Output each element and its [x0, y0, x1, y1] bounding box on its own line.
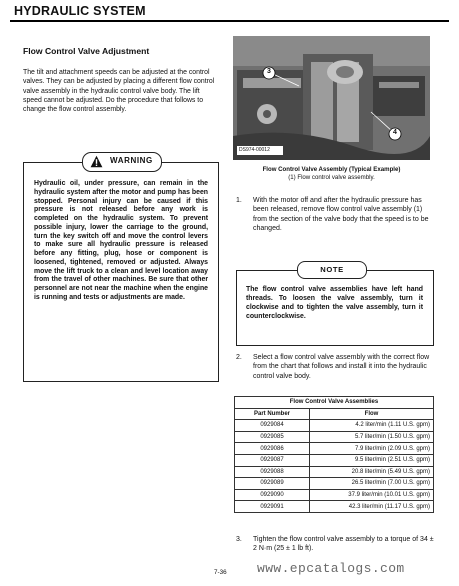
page-header	[0, 0, 459, 22]
part-number-cell: 0929085	[235, 431, 310, 443]
table-caption: Flow Control Valve Assemblies	[235, 397, 434, 409]
figure-caption-item: (1) Flow control valve assembly.	[288, 174, 375, 182]
warning-text: Hydraulic oil, under pressure, can remain in the hydraulic system after the motor and pump has been stopped. Personal injury can be caused if this pressure is not released before any work is completed on the hydraulic system. To prevent possible injury, lower the carriage to the ground, turn the key switch off and move the control levers to make sure all hydraulic pressure is released before any fitting, plug, hose or component is loosened, tightened, removed or adjusted. Always move the lift truck to a clean and level location away from the travel of other machines. Be sure that other personnel are not near the machine when the engine is running and tests or adjustments are made.	[34, 180, 208, 301]
flow-control-valve-photo	[233, 36, 430, 160]
part-number-cell: 0929086	[235, 443, 310, 455]
flow-control-valve-table	[234, 396, 434, 513]
warning-badge	[82, 152, 162, 172]
figure-code: DS974-00012	[239, 147, 270, 153]
table-row	[235, 431, 434, 443]
header-rule	[10, 20, 449, 22]
callout-4: 4	[393, 129, 397, 136]
step-number: 3.	[236, 536, 242, 543]
step-text: With the motor off and after the hydraulic pressure has been released, remove flow control valve assembly (1) from the section of the valve body that the speed is to be changed.	[253, 197, 429, 233]
column-header-flow: Flow	[310, 408, 434, 420]
warning-label: WARNING	[110, 156, 153, 165]
figure-caption	[233, 166, 430, 182]
table-row	[235, 443, 434, 455]
flow-cell: 42.3 liter/min (11.17 U.S. gpm)	[310, 501, 434, 513]
part-number-cell: 0929091	[235, 501, 310, 513]
section-intro: The tilt and attachment speeds can be adjusted at the control valves. They can be adjusted by placing a different flow control valve assembly in the hydraulic control valve body. The lift speed cannot be adjusted. Do the procedure that follows to change the flow control assembly.	[23, 69, 215, 114]
note-badge	[297, 261, 367, 279]
note-label: NOTE	[320, 265, 344, 274]
step-number: 2.	[236, 354, 242, 361]
flow-cell: 37.9 liter/min (10.01 U.S. gpm)	[310, 489, 434, 501]
page-number: 7-36	[214, 569, 227, 576]
part-number-cell: 0929088	[235, 466, 310, 478]
step-text: Tighten the flow control valve assembly to a torque of 34 ± 2 N·m (25 ± 1 lb ft).	[253, 536, 434, 553]
note-text: The flow control valve assemblies have left hand threads. To loosen the valve assembly, turn it clockwise and to tighten the valve assembly, turn it counterclockwise.	[246, 286, 423, 321]
part-number-cell: 0929090	[235, 489, 310, 501]
page-header-title: HYDRAULIC SYSTEM	[14, 4, 146, 18]
table-row	[235, 478, 434, 490]
part-number-cell: 0929084	[235, 420, 310, 432]
table-row	[235, 489, 434, 501]
flow-cell: 26.5 liter/min (7.00 U.S. gpm)	[310, 478, 434, 490]
warning-triangle-icon	[90, 155, 103, 168]
flow-cell: 9.5 liter/min (2.51 U.S. gpm)	[310, 454, 434, 466]
step-text: Select a flow control valve assembly with the correct flow from the chart that follows and install it into the hydraulic control valve body.	[253, 354, 430, 380]
flow-cell: 5.7 liter/min (1.50 U.S. gpm)	[310, 431, 434, 443]
callout-3: 3	[267, 68, 271, 75]
part-number-cell: 0929087	[235, 454, 310, 466]
step-number: 1.	[236, 197, 242, 204]
figure-caption-title: Flow Control Valve Assembly (Typical Example)	[262, 166, 401, 173]
flow-cell: 20.8 liter/min (5.49 U.S. gpm)	[310, 466, 434, 478]
table-row	[235, 454, 434, 466]
column-header-part-number: Part Number	[235, 408, 310, 420]
table-row	[235, 501, 434, 513]
flow-cell: 7.9 liter/min (2.09 U.S. gpm)	[310, 443, 434, 455]
website-watermark[interactable]: www.epcatalogs.com	[257, 561, 405, 576]
table-row	[235, 466, 434, 478]
table-row	[235, 420, 434, 432]
valve-photo-illustration	[233, 36, 430, 160]
section-title: Flow Control Valve Adjustment	[23, 46, 150, 56]
flow-cell: 4.2 liter/min (1.11 U.S. gpm)	[310, 420, 434, 432]
part-number-cell: 0929089	[235, 478, 310, 490]
